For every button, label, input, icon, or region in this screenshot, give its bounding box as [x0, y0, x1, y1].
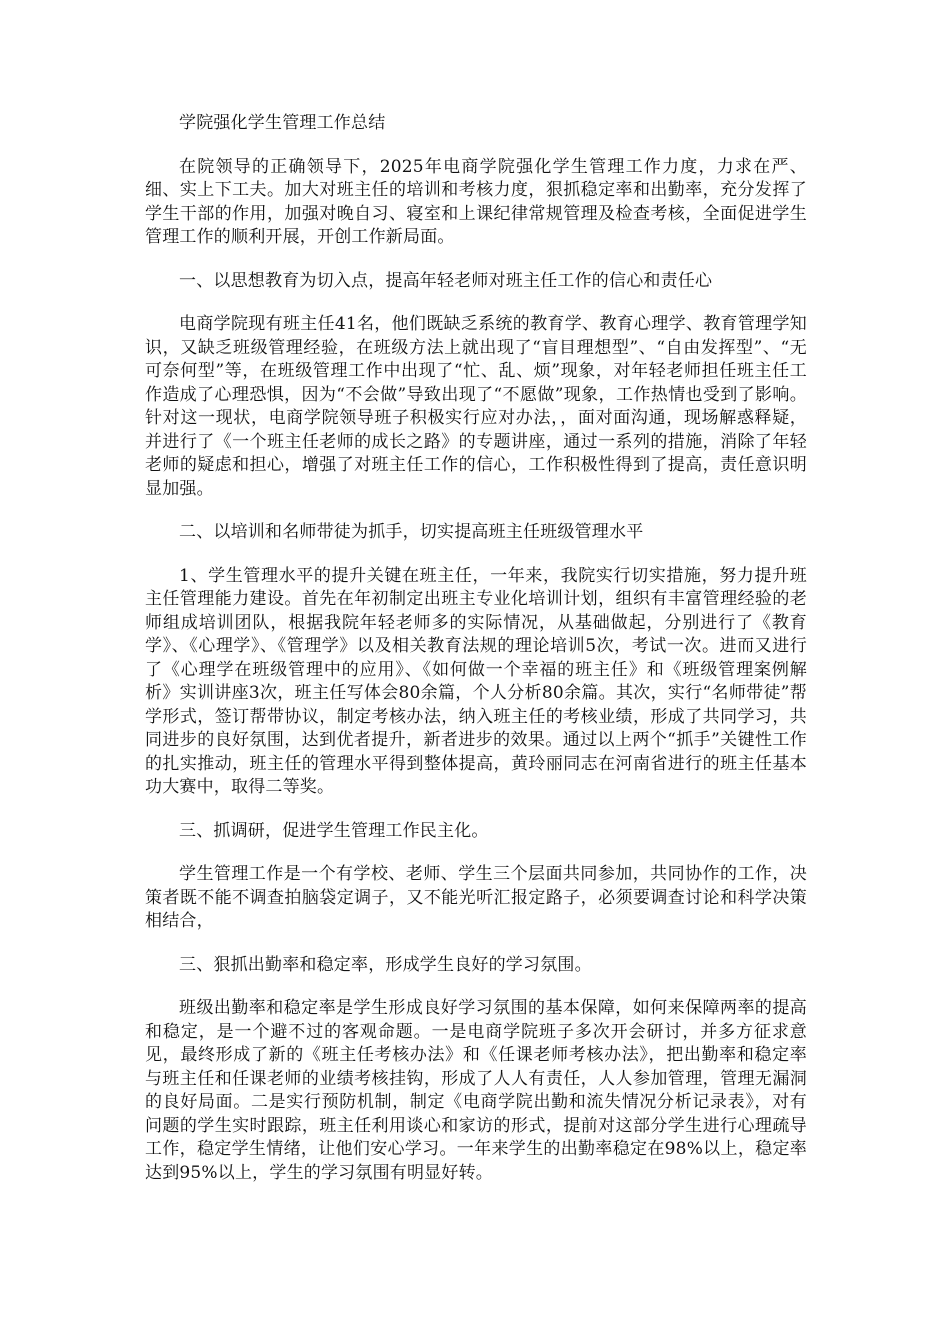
- section-3-paragraph: 学生管理工作是一个有学校、老师、学生三个层面共同参加，共同协作的工作，决策者既不能不调查拍脑袋定调子，又不能光听汇报定路子，必须要调查讨论和科学决策相结合，: [145, 864, 807, 931]
- section-4-paragraph: 班级出勤率和稳定率是学生形成良好学习氛围的基本保障，如何来保障两率的提高和稳定，是一个避不过的客观命题。一是电商学院班子多次开会研讨，并多方征求意见，最终形成了新的《班主任考核办法》和《任课老师考核办法》，把出勤率和稳定率与班主任和任课老师的业绩考核挂钩，形成了人人有责任，人人参加管理，管理无漏洞的良好局面。二是实行预防机制，制定《电商学院出勤和流失情况分析记录表》，对有问题的学生实时跟踪，班主任利用谈心和家访的形式，提前对这部分学生进行心理疏导工作，稳定学生情绪，让他们安心学习。一年来学生的出勤率稳定在98%以上，稳定率达到95%以上，学生的学习氛围有明显好转。: [145, 998, 807, 1183]
- section-3-heading: 三、抓调研，促进学生管理工作民主化。: [179, 820, 489, 841]
- intro-paragraph: 在院领导的正确领导下，2025年电商学院强化学生管理工作力度，力求在严、细、实上下工夫。加大对班主任的培训和考核力度，狠抓稳定率和出勤率，充分发挥了学生干部的作用，加强对晚自习、寝室和上课纪律常规管理及检查考核，全面促进学生管理工作的顺利开展，开创工作新局面。: [145, 156, 807, 247]
- document-page: [145, 112, 807, 1205]
- section-2-heading: 二、以培训和名师带徒为抓手，切实提高班主任班级管理水平: [179, 522, 644, 542]
- section-2-paragraph: 1、学生管理水平的提升关键在班主任，一年来，我院实行切实措施，努力提升班主任管理能力建设。首先在年初制定出班主专业化培训计划，组织有丰富管理经验的老师组成培训团队，根据我院年轻老师多的实际情况，从基础做起，分别进行了《教育学》、《心理学》、《管理学》以及相关教育法规的理论培训5次，考试一次。进而又进行了《心理学在班级管理中的应用》、《如何做一个幸福的班主任》和《班级管理案例解析》实训讲座3次，班主任写体会80余篇，个人分析80余篇。其次，实行“名师带徒”帮学形式，签订帮带协议，制定考核办法，纳入班主任的考核业绩，形成了共同学习，共同进步的良好氛围，达到优者提升，新者进步的效果。通过以上两个“抓手”关键性工作的扎实推动，班主任的管理水平得到整体提高，黄玲丽同志在河南省进行的班主任基本功大赛中，取得二等奖。: [145, 565, 807, 797]
- section-1-paragraph: 电商学院现有班主任41名，他们既缺乏系统的教育学、教育心理学、教育管理学知识，又缺乏班级管理经验，在班级方法上就出现了“盲目理想型”、“自由发挥型”、“无可奈何型”等，在班级管理工作中出现了“忙、乱、烦”现象，对年轻老师担任班主任工作造成了心理恐惧，因为“不会做”导致出现了“不愿做”现象，工作热情也受到了影响。针对这一现状，电商学院领导班子积极实行应对办法，，面对面沟通，现场解惑释疑，并进行了《一个班主任老师的成长之路》的专题讲座，通过一系列的措施，消除了年轻老师的疑虑和担心，增强了对班主任工作的信心，工作积极性得到了提高，责任意识明显加强。: [145, 314, 807, 499]
- document-title: 学院强化学生管理工作总结: [179, 113, 386, 133]
- section-4-heading: 三、狠抓出勤率和稳定率，形成学生良好的学习氛围。: [179, 954, 592, 975]
- section-1-heading: 一、以思想教育为切入点，提高年轻老师对班主任工作的信心和责任心: [179, 270, 713, 291]
